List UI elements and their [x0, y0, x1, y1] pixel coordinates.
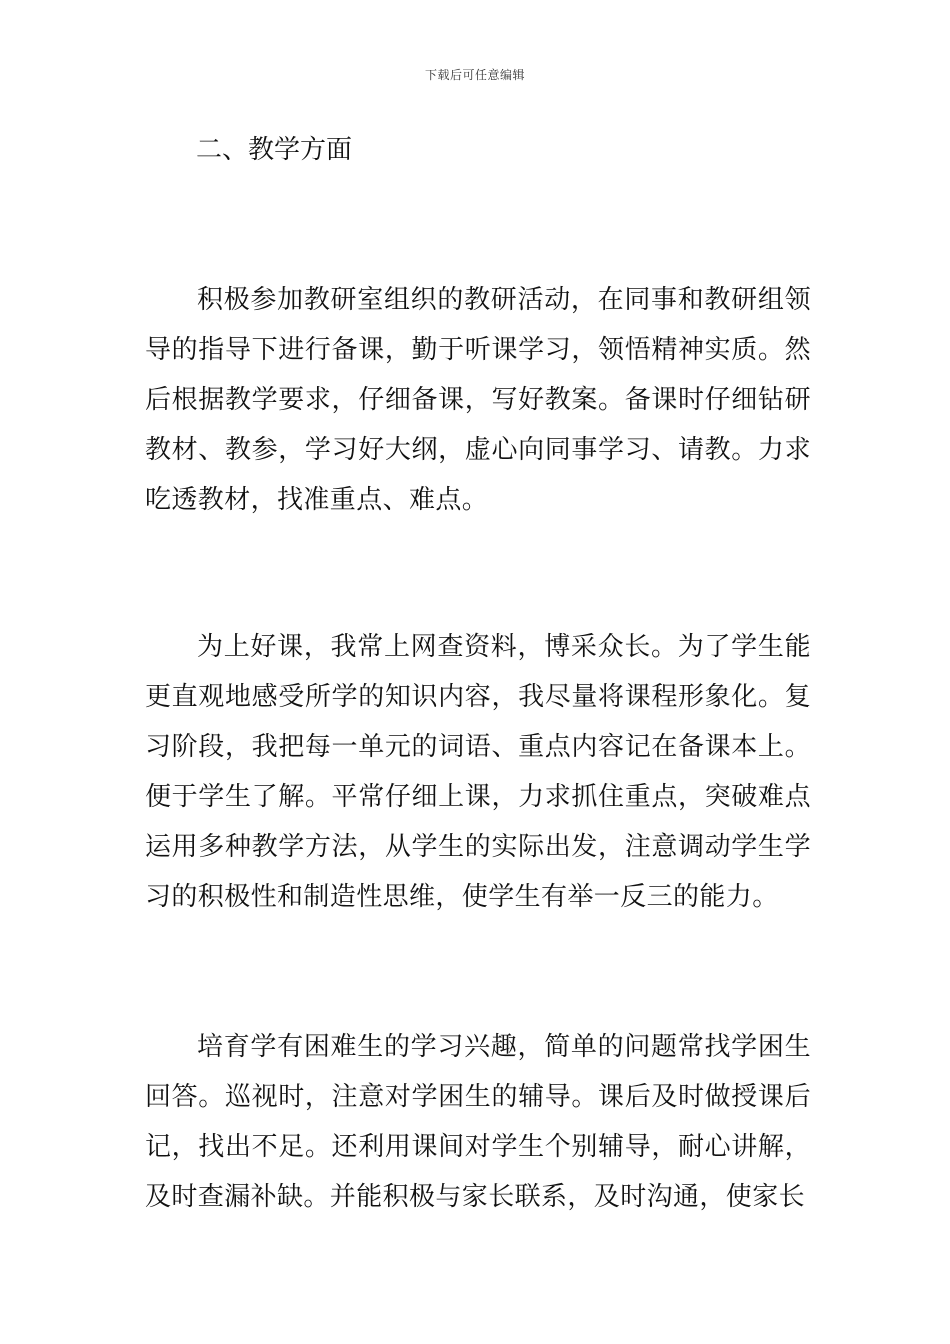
paragraph-teaching-research: 积极参加教研室组织的教研活动，在同事和教研组领导的指导下进行备课，勤于听课学习，领悟精神实质。然后根据教学要求，仔细备课，写好教案。备课时仔细钻研教材、教参，学习好大纲，虚心向同事学习、请教。力求吃透教材，找准重点、难点。 [145, 285, 811, 515]
paragraph-struggling-students: 培育学有困难生的学习兴趣，简单的问题常找学困生回答。巡视时，注意对学困生的辅导。课后及时做授课后记，找出不足。还利用课间对学生个别辅导，耐心讲解，及时查漏补缺。并能积极与家长联系，及时沟通，使家长 [145, 1032, 811, 1212]
section-heading: 二、教学方面 [196, 135, 353, 165]
paragraph-lesson-preparation: 为上好课，我常上网查资料，博采众长。为了学生能更直观地感受所学的知识内容，我尽量将课程形象化。复习阶段，我把每一单元的词语、重点内容记在备课本上。便于学生了解。平常仔细上课，力求抓住重点，突破难点运用多种教学方法，从学生的实际出发，注意调动学生学习的积极性和制造性思维，使学生有举一反三的能力。 [145, 632, 811, 912]
header-note: 下载后可任意编辑 [424, 68, 525, 82]
